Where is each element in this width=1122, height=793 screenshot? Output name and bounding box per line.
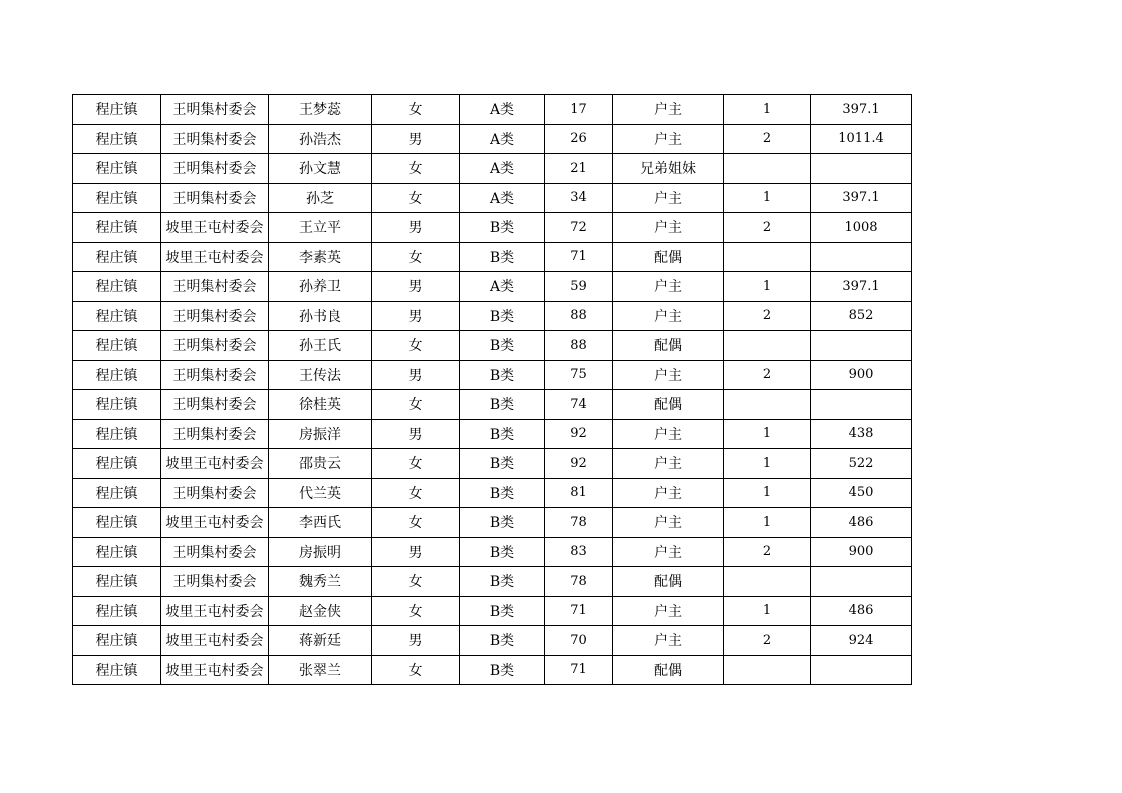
table-row bbox=[73, 301, 912, 331]
household-size-cell: 1 bbox=[724, 95, 811, 125]
gender-cell: 男 bbox=[372, 124, 460, 154]
town-cell: 程庄镇 bbox=[73, 331, 161, 361]
amount-cell bbox=[811, 655, 912, 685]
household-size-cell bbox=[724, 242, 811, 272]
relation-cell: 配偶 bbox=[613, 242, 724, 272]
gender-cell: 女 bbox=[372, 596, 460, 626]
table-row bbox=[73, 390, 912, 420]
amount-cell: 900 bbox=[811, 537, 912, 567]
gender-cell: 男 bbox=[372, 213, 460, 243]
household-size-cell: 1 bbox=[724, 508, 811, 538]
household-size-cell: 1 bbox=[724, 183, 811, 213]
category-cell: B类 bbox=[460, 213, 545, 243]
category-cell: B类 bbox=[460, 390, 545, 420]
amount-cell: 438 bbox=[811, 419, 912, 449]
name-cell: 李素英 bbox=[269, 242, 372, 272]
category-cell: B类 bbox=[460, 331, 545, 361]
household-size-cell: 2 bbox=[724, 626, 811, 656]
village-cell: 王明集村委会 bbox=[161, 331, 269, 361]
category-cell: B类 bbox=[460, 508, 545, 538]
gender-cell: 女 bbox=[372, 655, 460, 685]
relation-cell: 户主 bbox=[613, 183, 724, 213]
village-cell: 坡里王屯村委会 bbox=[161, 508, 269, 538]
age-cell: 71 bbox=[545, 242, 613, 272]
table-row bbox=[73, 626, 912, 656]
gender-cell: 女 bbox=[372, 508, 460, 538]
relation-cell: 户主 bbox=[613, 537, 724, 567]
name-cell: 徐桂英 bbox=[269, 390, 372, 420]
village-cell: 王明集村委会 bbox=[161, 537, 269, 567]
village-cell: 王明集村委会 bbox=[161, 95, 269, 125]
town-cell: 程庄镇 bbox=[73, 242, 161, 272]
household-size-cell bbox=[724, 655, 811, 685]
village-cell: 王明集村委会 bbox=[161, 154, 269, 184]
village-cell: 坡里王屯村委会 bbox=[161, 626, 269, 656]
name-cell: 孙文慧 bbox=[269, 154, 372, 184]
town-cell: 程庄镇 bbox=[73, 390, 161, 420]
name-cell: 李西氏 bbox=[269, 508, 372, 538]
gender-cell: 男 bbox=[372, 537, 460, 567]
household-size-cell bbox=[724, 390, 811, 420]
relation-cell: 户主 bbox=[613, 95, 724, 125]
amount-cell: 522 bbox=[811, 449, 912, 479]
gender-cell: 女 bbox=[372, 390, 460, 420]
name-cell: 王梦蕊 bbox=[269, 95, 372, 125]
relation-cell: 户主 bbox=[613, 124, 724, 154]
category-cell: B类 bbox=[460, 360, 545, 390]
category-cell: B类 bbox=[460, 449, 545, 479]
household-size-cell: 2 bbox=[724, 537, 811, 567]
village-cell: 坡里王屯村委会 bbox=[161, 449, 269, 479]
category-cell: A类 bbox=[460, 154, 545, 184]
relation-cell: 配偶 bbox=[613, 567, 724, 597]
table-row bbox=[73, 154, 912, 184]
household-size-cell: 2 bbox=[724, 124, 811, 154]
age-cell: 72 bbox=[545, 213, 613, 243]
name-cell: 房振洋 bbox=[269, 419, 372, 449]
name-cell: 孙芝 bbox=[269, 183, 372, 213]
amount-cell bbox=[811, 154, 912, 184]
gender-cell: 女 bbox=[372, 242, 460, 272]
household-size-cell: 1 bbox=[724, 272, 811, 302]
village-cell: 坡里王屯村委会 bbox=[161, 242, 269, 272]
relation-cell: 户主 bbox=[613, 449, 724, 479]
village-cell: 王明集村委会 bbox=[161, 390, 269, 420]
relation-cell: 户主 bbox=[613, 213, 724, 243]
age-cell: 83 bbox=[545, 537, 613, 567]
village-cell: 王明集村委会 bbox=[161, 124, 269, 154]
table-row bbox=[73, 95, 912, 125]
village-cell: 王明集村委会 bbox=[161, 272, 269, 302]
name-cell: 房振明 bbox=[269, 537, 372, 567]
village-cell: 王明集村委会 bbox=[161, 478, 269, 508]
table-row bbox=[73, 331, 912, 361]
household-size-cell bbox=[724, 331, 811, 361]
relation-cell: 户主 bbox=[613, 478, 724, 508]
relation-cell: 户主 bbox=[613, 508, 724, 538]
town-cell: 程庄镇 bbox=[73, 154, 161, 184]
age-cell: 81 bbox=[545, 478, 613, 508]
gender-cell: 女 bbox=[372, 449, 460, 479]
gender-cell: 女 bbox=[372, 478, 460, 508]
village-cell: 王明集村委会 bbox=[161, 183, 269, 213]
town-cell: 程庄镇 bbox=[73, 449, 161, 479]
roster-table bbox=[72, 94, 912, 685]
household-size-cell bbox=[724, 154, 811, 184]
household-size-cell: 2 bbox=[724, 301, 811, 331]
name-cell: 孙浩杰 bbox=[269, 124, 372, 154]
gender-cell: 女 bbox=[372, 183, 460, 213]
relation-cell: 户主 bbox=[613, 626, 724, 656]
category-cell: A类 bbox=[460, 95, 545, 125]
town-cell: 程庄镇 bbox=[73, 360, 161, 390]
town-cell: 程庄镇 bbox=[73, 508, 161, 538]
relation-cell: 配偶 bbox=[613, 655, 724, 685]
table-row bbox=[73, 124, 912, 154]
table-row bbox=[73, 183, 912, 213]
town-cell: 程庄镇 bbox=[73, 213, 161, 243]
age-cell: 21 bbox=[545, 154, 613, 184]
category-cell: A类 bbox=[460, 272, 545, 302]
age-cell: 88 bbox=[545, 331, 613, 361]
amount-cell bbox=[811, 567, 912, 597]
category-cell: B类 bbox=[460, 567, 545, 597]
town-cell: 程庄镇 bbox=[73, 655, 161, 685]
name-cell: 孙书良 bbox=[269, 301, 372, 331]
age-cell: 34 bbox=[545, 183, 613, 213]
table-row bbox=[73, 567, 912, 597]
table-row bbox=[73, 449, 912, 479]
table-row bbox=[73, 537, 912, 567]
name-cell: 代兰英 bbox=[269, 478, 372, 508]
table-row bbox=[73, 213, 912, 243]
amount-cell: 486 bbox=[811, 596, 912, 626]
age-cell: 71 bbox=[545, 596, 613, 626]
age-cell: 78 bbox=[545, 508, 613, 538]
table-row bbox=[73, 272, 912, 302]
age-cell: 70 bbox=[545, 626, 613, 656]
table-row bbox=[73, 242, 912, 272]
amount-cell: 486 bbox=[811, 508, 912, 538]
relation-cell: 户主 bbox=[613, 301, 724, 331]
household-size-cell bbox=[724, 567, 811, 597]
name-cell: 赵金侠 bbox=[269, 596, 372, 626]
gender-cell: 男 bbox=[372, 626, 460, 656]
category-cell: A类 bbox=[460, 183, 545, 213]
gender-cell: 女 bbox=[372, 154, 460, 184]
amount-cell: 450 bbox=[811, 478, 912, 508]
town-cell: 程庄镇 bbox=[73, 626, 161, 656]
relation-cell: 户主 bbox=[613, 596, 724, 626]
relation-cell: 配偶 bbox=[613, 390, 724, 420]
category-cell: B类 bbox=[460, 537, 545, 567]
town-cell: 程庄镇 bbox=[73, 567, 161, 597]
gender-cell: 男 bbox=[372, 360, 460, 390]
gender-cell: 女 bbox=[372, 95, 460, 125]
category-cell: B类 bbox=[460, 301, 545, 331]
village-cell: 坡里王屯村委会 bbox=[161, 655, 269, 685]
relation-cell: 配偶 bbox=[613, 331, 724, 361]
age-cell: 74 bbox=[545, 390, 613, 420]
age-cell: 92 bbox=[545, 449, 613, 479]
town-cell: 程庄镇 bbox=[73, 272, 161, 302]
town-cell: 程庄镇 bbox=[73, 478, 161, 508]
age-cell: 26 bbox=[545, 124, 613, 154]
amount-cell bbox=[811, 242, 912, 272]
relation-cell: 兄弟姐妹 bbox=[613, 154, 724, 184]
household-size-cell: 1 bbox=[724, 449, 811, 479]
household-size-cell: 2 bbox=[724, 213, 811, 243]
category-cell: A类 bbox=[460, 124, 545, 154]
name-cell: 王传法 bbox=[269, 360, 372, 390]
table-row bbox=[73, 596, 912, 626]
village-cell: 坡里王屯村委会 bbox=[161, 596, 269, 626]
name-cell: 张翠兰 bbox=[269, 655, 372, 685]
table-row bbox=[73, 360, 912, 390]
amount-cell: 852 bbox=[811, 301, 912, 331]
amount-cell: 397.1 bbox=[811, 95, 912, 125]
roster-table-body bbox=[73, 95, 912, 685]
age-cell: 92 bbox=[545, 419, 613, 449]
table-row bbox=[73, 419, 912, 449]
relation-cell: 户主 bbox=[613, 419, 724, 449]
name-cell: 孙养卫 bbox=[269, 272, 372, 302]
category-cell: B类 bbox=[460, 419, 545, 449]
gender-cell: 女 bbox=[372, 567, 460, 597]
household-size-cell: 1 bbox=[724, 478, 811, 508]
village-cell: 王明集村委会 bbox=[161, 301, 269, 331]
town-cell: 程庄镇 bbox=[73, 301, 161, 331]
amount-cell: 924 bbox=[811, 626, 912, 656]
age-cell: 75 bbox=[545, 360, 613, 390]
amount-cell bbox=[811, 390, 912, 420]
age-cell: 78 bbox=[545, 567, 613, 597]
relation-cell: 户主 bbox=[613, 272, 724, 302]
category-cell: B类 bbox=[460, 478, 545, 508]
amount-cell: 1011.4 bbox=[811, 124, 912, 154]
town-cell: 程庄镇 bbox=[73, 596, 161, 626]
amount-cell: 900 bbox=[811, 360, 912, 390]
amount-cell: 397.1 bbox=[811, 183, 912, 213]
gender-cell: 男 bbox=[372, 272, 460, 302]
category-cell: B类 bbox=[460, 596, 545, 626]
town-cell: 程庄镇 bbox=[73, 419, 161, 449]
amount-cell: 397.1 bbox=[811, 272, 912, 302]
name-cell: 邵贵云 bbox=[269, 449, 372, 479]
village-cell: 王明集村委会 bbox=[161, 360, 269, 390]
amount-cell: 1008 bbox=[811, 213, 912, 243]
gender-cell: 男 bbox=[372, 301, 460, 331]
name-cell: 蒋新廷 bbox=[269, 626, 372, 656]
age-cell: 17 bbox=[545, 95, 613, 125]
household-size-cell: 2 bbox=[724, 360, 811, 390]
amount-cell bbox=[811, 331, 912, 361]
age-cell: 59 bbox=[545, 272, 613, 302]
table-row bbox=[73, 655, 912, 685]
category-cell: B类 bbox=[460, 626, 545, 656]
household-size-cell: 1 bbox=[724, 419, 811, 449]
age-cell: 88 bbox=[545, 301, 613, 331]
town-cell: 程庄镇 bbox=[73, 537, 161, 567]
town-cell: 程庄镇 bbox=[73, 95, 161, 125]
category-cell: B类 bbox=[460, 655, 545, 685]
gender-cell: 男 bbox=[372, 419, 460, 449]
town-cell: 程庄镇 bbox=[73, 183, 161, 213]
table-row bbox=[73, 508, 912, 538]
table-row bbox=[73, 478, 912, 508]
category-cell: B类 bbox=[460, 242, 545, 272]
village-cell: 王明集村委会 bbox=[161, 567, 269, 597]
village-cell: 坡里王屯村委会 bbox=[161, 213, 269, 243]
village-cell: 王明集村委会 bbox=[161, 419, 269, 449]
town-cell: 程庄镇 bbox=[73, 124, 161, 154]
name-cell: 魏秀兰 bbox=[269, 567, 372, 597]
name-cell: 王立平 bbox=[269, 213, 372, 243]
relation-cell: 户主 bbox=[613, 360, 724, 390]
gender-cell: 女 bbox=[372, 331, 460, 361]
household-size-cell: 1 bbox=[724, 596, 811, 626]
name-cell: 孙王氏 bbox=[269, 331, 372, 361]
age-cell: 71 bbox=[545, 655, 613, 685]
